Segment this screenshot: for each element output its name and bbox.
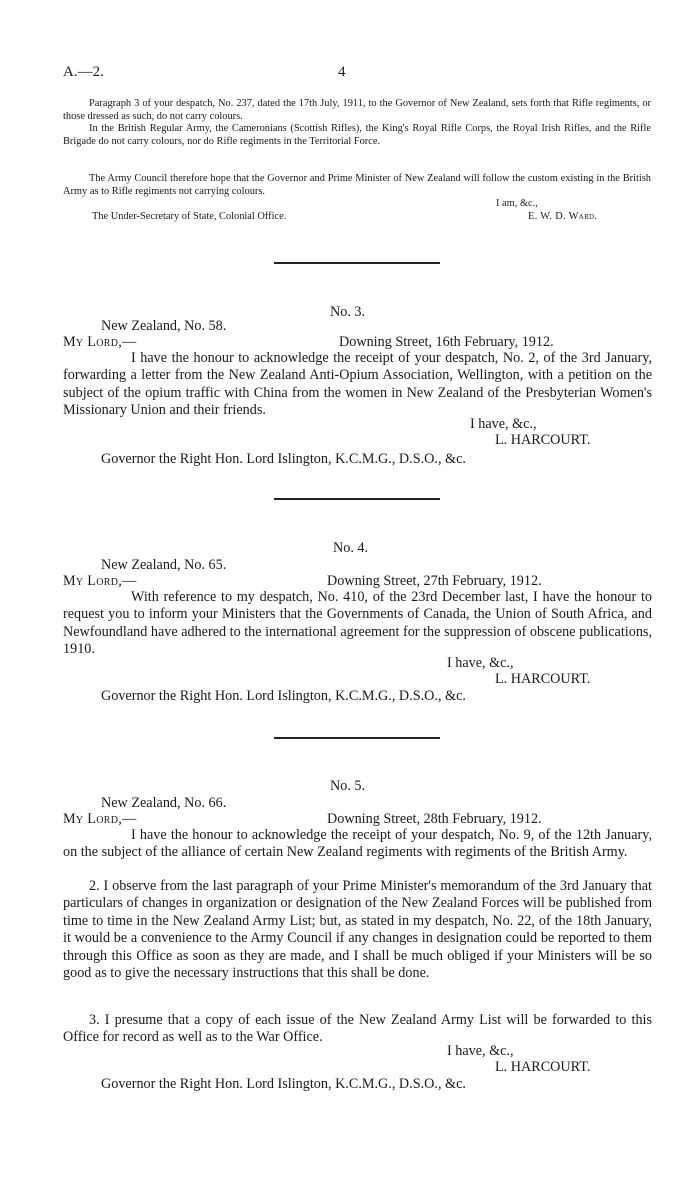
salutation: My Lord,— xyxy=(63,573,137,589)
salutation: My Lord,— xyxy=(63,811,137,827)
closing: I have, &c., xyxy=(447,1043,514,1059)
page-number: 4 xyxy=(338,64,346,80)
letter-number: No. 5. xyxy=(330,778,366,794)
paragraph: Paragraph 3 of your despatch, No. 237, dated the 17th July, 1911, to the Governor of New Zealand, sets forth that Rifle regiments, or those dressed as such, do not carry colours. xyxy=(63,98,651,122)
section-divider xyxy=(274,498,440,500)
section-divider xyxy=(274,737,440,739)
body-paragraph: I have the honour to acknowledge the receipt of your despatch, No. 2, of the 3rd January, forwarding a letter from the New Zealand Anti-Opium Association, Wellington, with a petition on the subject of the opium traffic with China from the women in New Zealand of the Presbyterian Women's Missionary Union and their friends. xyxy=(63,350,652,419)
signature: L. HARCOURT. xyxy=(495,432,591,448)
addressee: Governor the Right Hon. Lord Islington, K.C.M.G., D.S.O., &c. xyxy=(101,1076,466,1092)
body-paragraph: I have the honour to acknowledge the receipt of your despatch, No. 9, of the 12th January, on the subject of the alliance of certain New Zealand regiments with regiments of the British Army. xyxy=(63,827,652,861)
letter-number: No. 4. xyxy=(333,540,369,556)
closing: I have, &c., xyxy=(470,416,537,432)
place-date: Downing Street, 16th February, 1912. xyxy=(339,334,554,350)
paragraph: In the British Regular Army, the Cameronians (Scottish Rifles), the King's Royal Rifle Corps, the Royal Irish Rifles, and the Rifle Brigade do not carry colours, nor do Rifle regiments in the Territorial Force. xyxy=(63,123,651,147)
despatch-reference: New Zealand, No. 65. xyxy=(101,557,227,573)
signature: E. W. D. Ward. xyxy=(528,211,598,222)
letter-number: No. 3. xyxy=(330,304,366,320)
body-paragraph: 3. I presume that a copy of each issue of the New Zealand Army List will be forwarded to this Office for record as well as to the War Office. xyxy=(63,1012,652,1046)
body-paragraph: 2. I observe from the last paragraph of your Prime Minister's memorandum of the 3rd January that particulars of changes in organization or designation of the New Zealand Forces will be published from time to time in the New Zealand Army List; but, as stated in my despatch, No. 22, of the 18th January, it would be a convenience to the Army Council if any changes in designation could be reported to them through this Office as soon as they are made, and I shall be much obliged if your Ministers will be so good as to give the necessary instructions that this shall be done. xyxy=(63,878,652,982)
paragraph: The Army Council therefore hope that the Governor and Prime Minister of New Zealand will follow the custom existing in the British Army as to Rifle regiments not carrying colours. xyxy=(63,173,651,197)
section-divider xyxy=(274,262,440,264)
despatch-reference: New Zealand, No. 58. xyxy=(101,318,227,334)
closing: I have, &c., xyxy=(447,655,514,671)
signature: L. HARCOURT. xyxy=(495,671,591,687)
signature: L. HARCOURT. xyxy=(495,1059,591,1075)
document-reference: A.—2. xyxy=(63,64,104,80)
salutation: My Lord,— xyxy=(63,334,137,350)
body-paragraph: With reference to my despatch, No. 410, of the 23rd December last, I have the honour to request you to inform your Ministers that the Governments of Canada, the Union of South Africa, and Newfoundland have adhered to the international agreement for the suppression of obscene publications, 1910. xyxy=(63,589,652,658)
place-date: Downing Street, 28th February, 1912. xyxy=(327,811,542,827)
addressee: Governor the Right Hon. Lord Islington, K.C.M.G., D.S.O., &c. xyxy=(101,688,466,704)
closing: I am, &c., xyxy=(496,198,538,209)
addressee: Governor the Right Hon. Lord Islington, K.C.M.G., D.S.O., &c. xyxy=(101,451,466,467)
addressee: The Under-Secretary of State, Colonial Office. xyxy=(92,211,287,222)
despatch-reference: New Zealand, No. 66. xyxy=(101,795,227,811)
place-date: Downing Street, 27th February, 1912. xyxy=(327,573,542,589)
